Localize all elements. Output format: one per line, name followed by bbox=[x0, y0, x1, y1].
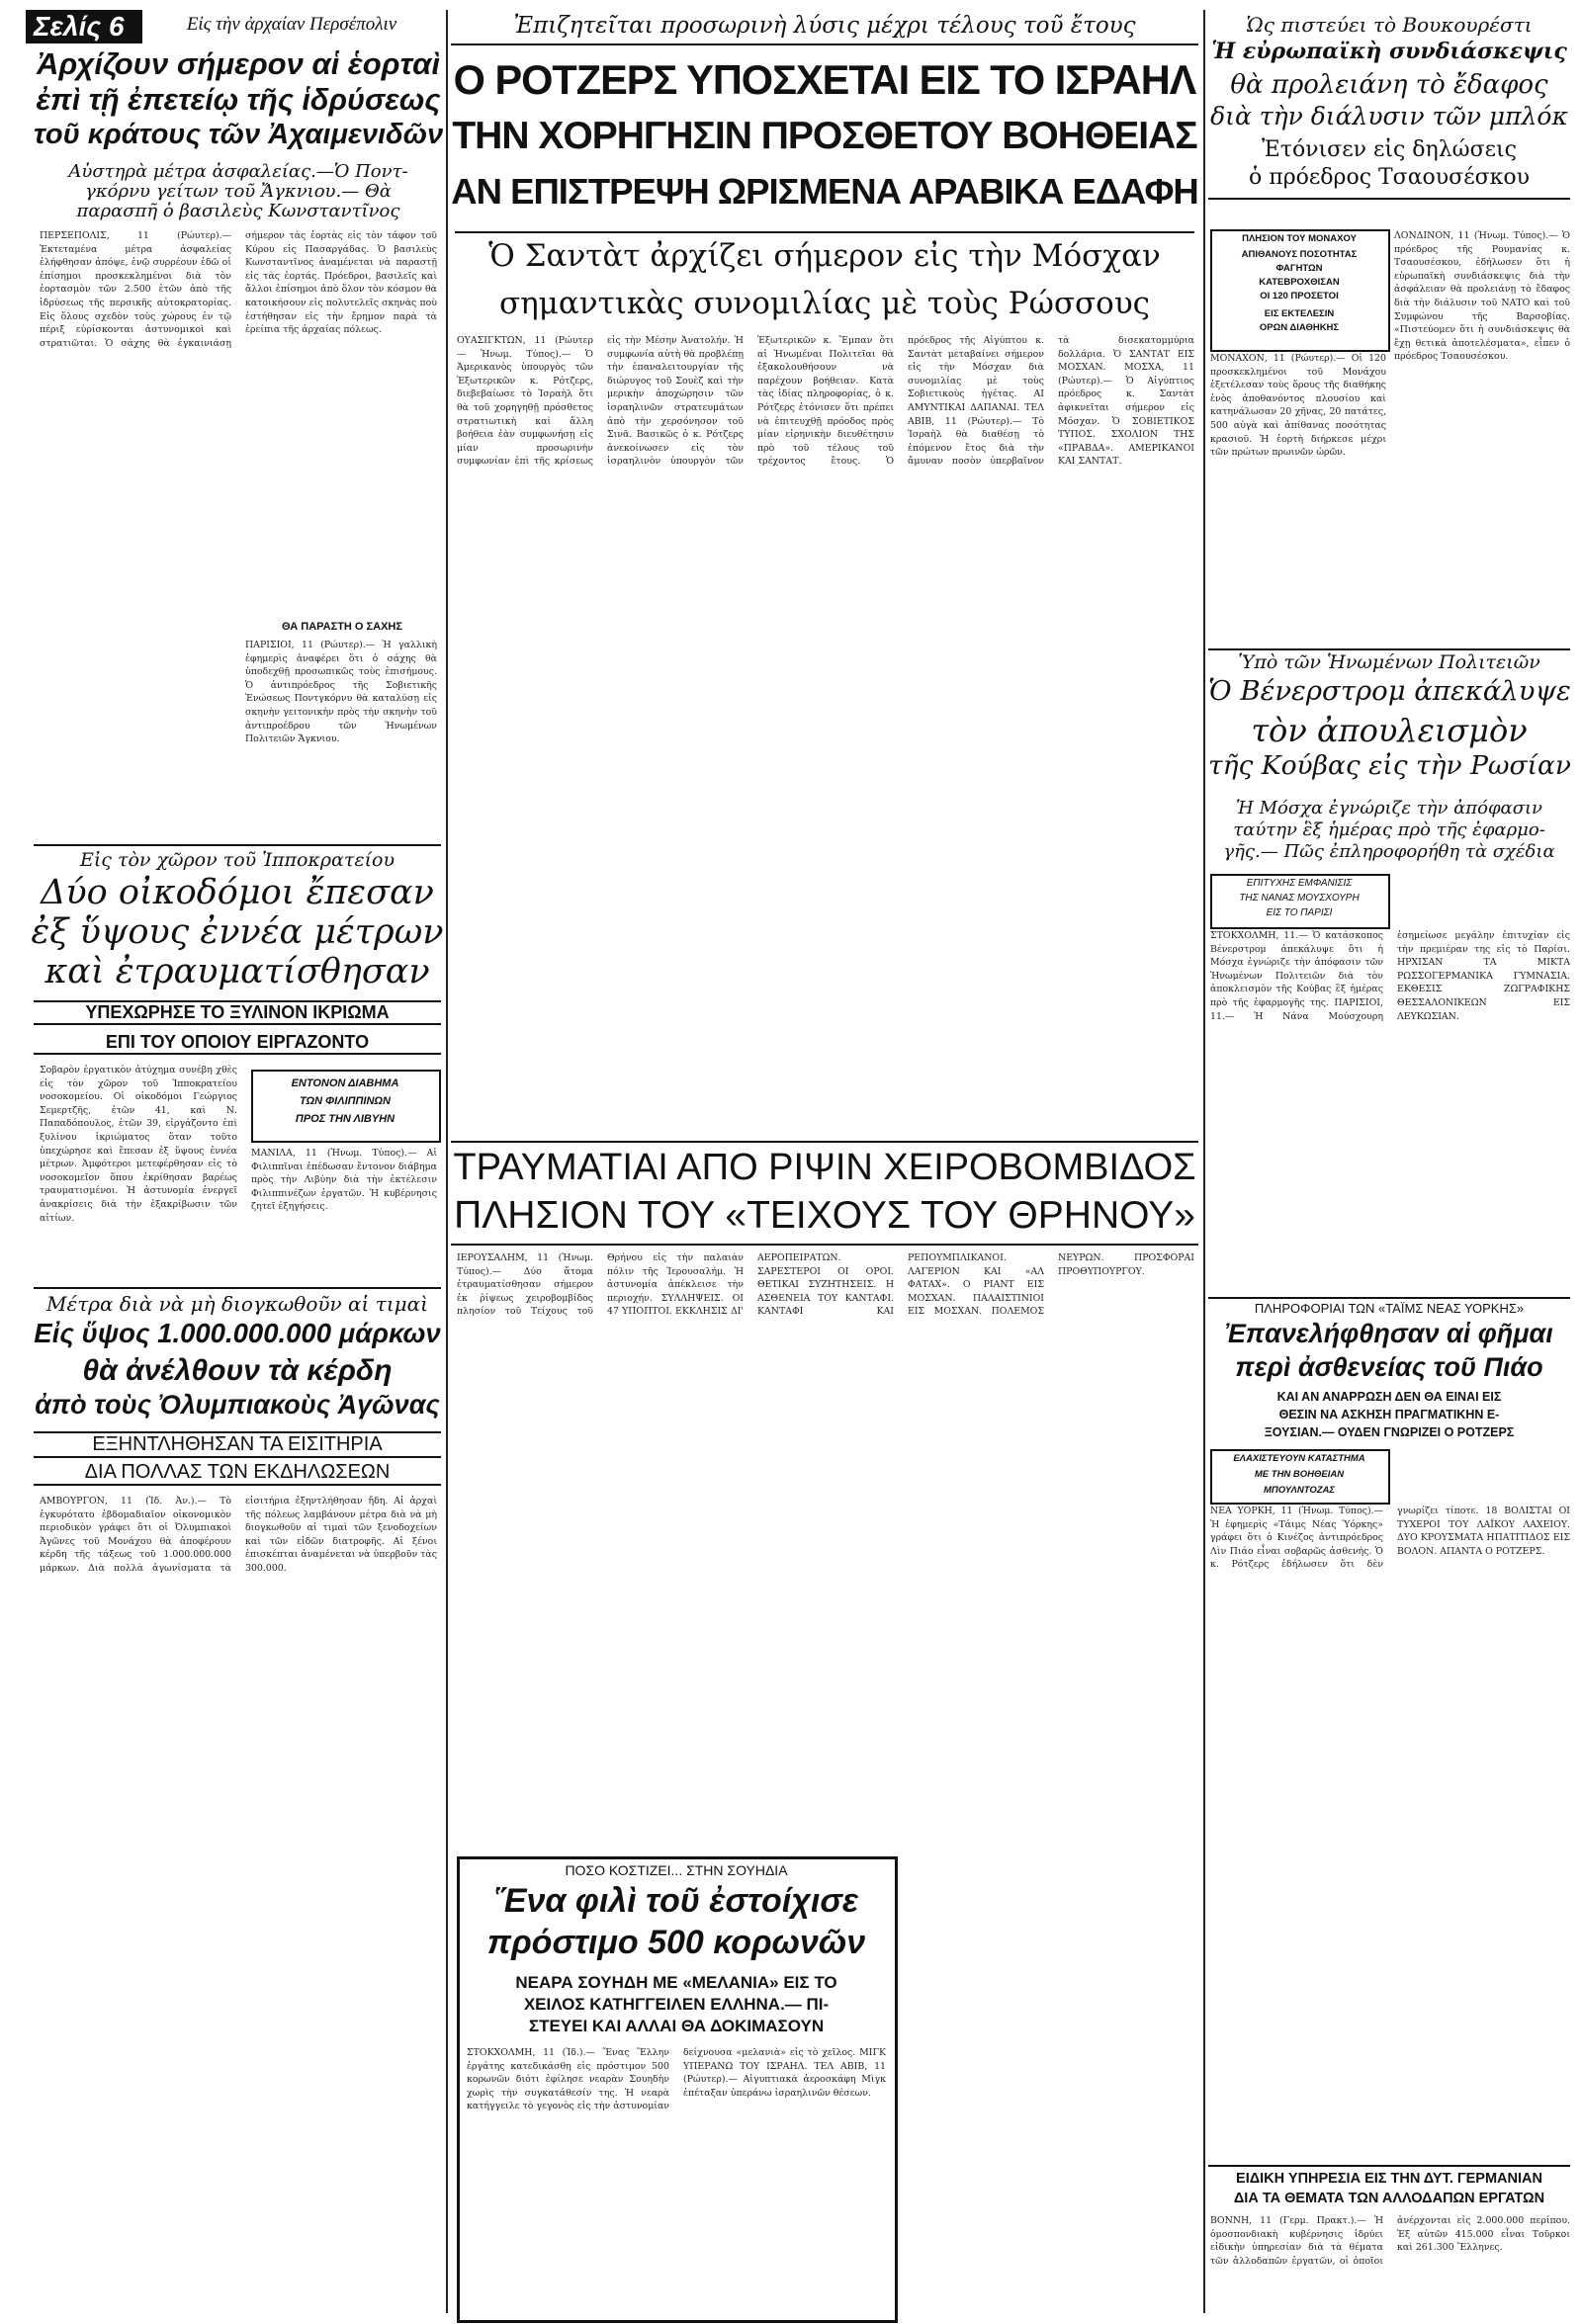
grenades-rule-top bbox=[451, 1141, 1198, 1143]
cuba-rule-top bbox=[1208, 648, 1570, 650]
main-rule bbox=[455, 231, 1194, 233]
right-top-body-left: ΜΟΝΑΧΟΝ, 11 (Ρώυτερ).— Οἱ 120 προσκεκλημένοι τοῦ Μονάχου ἐξετέλεσαν τοὺς ὅρους τῆς διαθήκης ἐνὸς ἀποθανόντος πλουσίου καὶ κατηνάλωσαν 20 χῆνας, 20 πατάτες, 500 αὐγὰ καὶ ἀπίθανας ποσότητας κρασιοῦ. Ἡ ἑορτὴ διήρκεσε μέχρι τῶν πρώτων πρωινῶν ὡρῶν. bbox=[1210, 353, 1386, 459]
main-deck-1: Ὁ Σαντὰτ ἀρχίζει σήμερον εἰς τὴν Μόσχαν bbox=[488, 238, 1161, 274]
sweden-deck-2: ΧΕΙΛΟΣ ΚΑΤΗΓΓΕΙΛΕΝ ΕΛΛΗΝΑ.— ΠΙ- bbox=[523, 1995, 830, 2014]
main-headline-3: ΑΝ ΕΠΙΣΤΡΕΨΗ ΩΡΙΣΜΕΝΑ ΑΡΑΒΙΚΑ ΕΔΑΦΗ bbox=[451, 171, 1198, 212]
left-mid-headline-3: καὶ ἐτραυματίσθησαν bbox=[44, 952, 430, 991]
page-label: Σελίς 6 bbox=[34, 11, 125, 42]
right-top-deck-2: ὁ πρόεδρος Τσαουσέσκου bbox=[1249, 165, 1530, 190]
main-body: ΟΥΑΣΙΓΚΤΩΝ, 11 (Ρώυτερ — Ἡνωμ. Τύπος).— Ὁ Ἀμερικανὸς ὑπουργὸς τῶν Ἐξωτερικῶν κ. Ρότζερς, διεβεβαίωσε τὸ Ἰσραὴλ ὅτι θὰ τοῦ χορηγηθῇ πρόσθετος στρατιωτικὴ καὶ ἄλλη βοήθεια ἐὰν συμφωνήσῃ εἰς μίαν προσωρινὴν συμφωνίαν ἐπὶ τῆς κρίσεως εἰς τὴν Μέσην Ἀνατολήν. Ἡ συμφωνία αὐτὴ θὰ προβλέπῃ τὴν ἐπαναλειτουργίαν τῆς διώρυγος τοῦ Σουὲζ καὶ τὴν μερικὴν ἀποχώρησιν τῶν ἰσραηλινῶν στρατευμάτων ἀπὸ τὴν χερσόνησον τοῦ Σινᾶ. Βασικῶς ὁ κ. Ρότζερς ἀνεκοίνωσεν εἰς τὸν ἰσραηλινὸν ὑπουργὸν τῶν Ἐξωτερικῶν κ. Ἔμπαν ὅτι αἱ Ἡνωμέναι Πολιτεῖαι θὰ ἐξακολουθήσουν νὰ παρέχουν βοήθειαν. Κατὰ τὰς ἰδίας πληροφορίας, ὁ κ. Ρότζερς ἐτόνισεν ὅτι πρέπει νὰ ἐπιτευχθῇ πρόοδος πρὸς μίαν εἰρηνικὴν διευθέτησιν πρὸ τοῦ τέλους τοῦ τρέχοντος ἔτους. Ὁ πρόεδρος τῆς Αἰγύπτου κ. Σαντὰτ μεταβαίνει σήμερον εἰς τὴν Μόσχαν διὰ συνομιλίας μὲ τοὺς Σοβιετικοὺς ἡγέτας. ΑΙ ΑΜΥΝΤΙΚΑΙ ΔΑΠΑΝΑΙ. ΤΕΛ ΑΒΙΒ, 11 (Ρώυτερ).— Τὸ Ἰσραὴλ θὰ διαθέσῃ τὸ ἐπόμενον ἔτος διὰ τὴν ἄμυναν ποσὸν ὑπερβαῖνον τὰ δισεκατομμύρια δολλάρια. Ὁ ΣΑΝΤΑΤ ΕΙΣ ΜΟΣΧΑΝ. ΜΟΣΧΑ, 11 (Ρώυτερ).— Ὁ Αἰγύπτιος πρόεδρος κ. Σαντὰτ ἀφικνεῖται σήμερον εἰς Μόσχαν. Ὁ ΣΟΒΙΕΤΙΚΟΣ ΤΥΠΟΣ. ΣΧΟΛΙΟΝ ΤΗΣ «ΠΡΑΒΔΑ». ΑΜΕΡΙΚΑΝΟΙ ΚΑΙ ΣΑΝΤΑΤ. bbox=[457, 335, 1194, 468]
sweden-deck-3: ΣΤΕΥΕΙ ΚΑΙ ΑΛΛΑΙ ΘΑ ΔΟΚΙΜΑΣΟΥΝ bbox=[528, 2017, 825, 2035]
left-mid-body: Σοβαρὸν ἐργατικὸν ἀτύχημα συνέβη χθὲς εἰς τὸν χῶρον τοῦ Ἱπποκρατείου νοσοκομείου. Οἱ οἰκοδόμοι Γεώργιος Σεμερτζῆς, ἐτῶν 41, καὶ Ν. Παπαδόπουλος, ἐτῶν 39, εἰργάζοντο ἐπὶ ξυλίνου ἰκριώματος ὅταν τοῦτο ὑπεχώρησε καὶ ἔπεσαν ἐξ ὕψους ἐννέα μέτρων. Ἀμφότεροι μετεφέρθησαν εἰς τὸ νοσοκομεῖον ὅπου ἐκρίθησαν βαρέως τραυματισμένοι. Ἡ ἀστυνομία ἐνεργεῖ ἀνακρίσεις διὰ τὴν ἐξακρίβωσιν τῶν αἰτίων. bbox=[40, 1065, 237, 1224]
olympics-body: ΑΜΒΟΥΡΓΟΝ, 11 (Ἰδ. Ἀν.).— Τὸ ἐγκυρότατο ἑβδομαδιαῖον οἰκονομικὸν περιοδικὸν γράφει ὅτι οἱ Ὀλυμπιακοὶ Ἀγῶνες τοῦ Μονάχου θὰ ἀποφέρουν κέρδη τῆς τάξεως τοῦ 1.000.000.000 μάρκων. Διὰ πολλὰ ἀγωνίσματα τὰ εἰσιτήρια ἐξηντλήθησαν ἤδη. Αἱ ἀρχαὶ τῆς πόλεως λαμβάνουν μέτρα διὰ νὰ μὴ διογκωθοῦν αἱ τιμαὶ τῶν ξενοδοχείων καὶ τῶν εἰδῶν διατροφῆς. Αἱ ξένοι ἐπισκέπται ἀναμένεται νὰ ὑπερβοῦν τὰς 300.000. bbox=[40, 1496, 437, 1574]
main-headline-2: ΤΗΝ ΧΟΡΗΓΗΣΙΝ ΠΡΟΣΘΕΤΟΥ ΒΟΗΘΕΙΑΣ bbox=[452, 115, 1197, 157]
left-mid-kicker: Εἰς τὸν χῶρον τοῦ Ἱπποκρατείου bbox=[79, 849, 396, 871]
column-rule-right bbox=[1203, 10, 1205, 2313]
right-top-headline-2: θὰ προλειάνη τὸ ἔδαφος bbox=[1230, 70, 1548, 100]
cuba-deck-3: γῆς.— Πῶς ἐπληροφορήθη τὰ σχέδια bbox=[1223, 841, 1555, 862]
mouskouri-line-3: ΕΙΣ ΤΟ ΠΑΡΙΣΙ bbox=[1266, 907, 1333, 918]
top-left-subhead-1: Αὐστηρὰ μέτρα ἀσφαλείας.—Ὁ Ποντ- bbox=[68, 161, 408, 182]
right-top-rule bbox=[1208, 198, 1570, 200]
germany-rule bbox=[1208, 2165, 1570, 2167]
right-top-body-right: ΛΟΝΔΙΝΟΝ, 11 (Ἡνωμ. Τύπος).— Ὁ πρόεδρος τῆς Ρουμανίας κ. Τσαουσέσκου, ἐδήλωσεν ὅτι ἡ εὐρωπαϊκὴ συνδιάσκεψις διὰ τὴν ἀσφάλειαν θὰ προλειάνῃ τὸ ἔδαφος διὰ τὴν διάλυσιν τοῦ ΝΑΤΟ καὶ τοῦ Συμφώνου τῆς Βαρσοβίας. «Πιστεύομεν ὅτι ἡ συνδιάσκεψις θὰ ἔχῃ θετικὰ ἀποτελέσματα», εἶπεν ὁ πρόεδρος Τσαουσέσκου. bbox=[1394, 230, 1570, 363]
cuba-body: ΣΤΟΚΧΟΛΜΗ, 11.— Ὁ κατάσκοπος Βένερστρομ ἀπεκάλυψε ὅτι ἡ Μόσχα ἐγνώριζε τὴν ἀπόφασιν τῶν Ἡνωμένων Πολιτειῶν διὰ τὸν ἀποκλεισμὸν τῆς Κούβας ἓξ ἡμέρας πρὸ τῆς ἐφαρμογῆς της. ΠΑΡΙΣΙΟΙ, 11.— Ἡ Νάνα Μούσχουρη ἐσημείωσε μεγάλην ἐπιτυχίαν εἰς τὴν πρεμιέραν της εἰς τὸ Παρίσι. ΗΡΧΙΣΑΝ ΤΑ ΜΙΚΤΑ ΡΩΣΣΟΓΕΡΜΑΝΙΚΑ ΓΥΜΝΑΣΙΑ. ΕΚΘΕΣΙΣ ΖΩΓΡΑΦΙΚΗΣ ΘΕΣΣΑΛΟΝΙΚΕΩΝ ΕΙΣ ΛΕΥΚΩΣΙΑΝ. bbox=[1210, 930, 1570, 1022]
grenades-rule-bottom bbox=[451, 1244, 1198, 1246]
philippines-line-1: ΕΝΤΟΝΟΝ ΔΙΑΒΗΜΑ bbox=[291, 1077, 399, 1089]
grenades-body-tail bbox=[902, 1858, 1194, 2313]
top-left-headline-3: τοῦ κράτους τῶν Ἀχαιμενιδῶν bbox=[34, 119, 444, 150]
olympics-headline-1: Εἰς ὕψος 1.000.000.000 μάρκων bbox=[34, 1318, 441, 1348]
monaco-line-2: ΑΠΙΘΑΝΟΥΣ ΠΟΣΟΤΗΤΑΣ bbox=[1241, 249, 1358, 260]
mouskouri-line-2: ΤΗΣ ΝΑΝΑΣ ΜΟΥΣΧΟΥΡΗ bbox=[1239, 893, 1360, 904]
left-mid-sub-2: ΕΠΙ ΤΟΥ ΟΠΟΙΟΥ ΕΙΡΓΑΖΟΝΤΟ bbox=[34, 1032, 441, 1055]
top-left-subhead-3: παρασπῆ ὁ βασιλεὺς Κωνσταντῖνος bbox=[76, 201, 400, 221]
olympics-headline-3: ἀπὸ τοὺς Ὀλυμπιακοὺς Ἀγῶνας bbox=[35, 1390, 440, 1420]
monaco-line-4: ΚΑΤΕΒΡΟΧΘΙΣΑΝ bbox=[1259, 277, 1340, 288]
olympics-headline-2: θὰ ἀνέλθουν τὰ κέρδη bbox=[82, 1354, 393, 1387]
philippines-body: ΜΑΝΙΛΑ, 11 (Ἡνωμ. Τύπος).— Αἱ Φιλιππῖναι ἐπέδωσαν ἔντονον διάβημα πρὸς τὴν Λιβύην διὰ τὴν ἐκτέλεσιν Φιλιππινέζων ἐργατῶν. Ἡ κυβέρνησις ζητεῖ ἐξηγήσεις. bbox=[251, 1148, 437, 1213]
cuba-headline-3: τῆς Κούβας εἰς τὴν Ρωσίαν bbox=[1208, 750, 1572, 781]
top-left-kicker: Εἰς τὴν ἀρχαίαν Περσέπολιν bbox=[186, 14, 397, 35]
cuba-headline-2: τὸν ἀπουλεισμὸν bbox=[1251, 712, 1528, 749]
cuba-kicker: Ὑπὸ τῶν Ἡνωμένων Πολιτειῶν bbox=[1238, 651, 1540, 673]
pius-headline-2: περὶ ἀσθενείας τοῦ Πιάο bbox=[1235, 1352, 1543, 1382]
germany-body: ΒΟΝΝΗ, 11 (Γερμ. Πρακτ.).— Ἡ ὁμοσπονδιακὴ κυβέρνησις ἱδρύει εἰδικὴν ὑπηρεσίαν διὰ τὰ θέματα τῶν ἀλλοδαπῶν ἐργατῶν, οἱ ὁποῖοι ἀνέρχονται εἰς 2.000.000 περίπου. Ἐξ αὐτῶν 415.000 εἶναι Τοῦρκοι καὶ 261.300 Ἕλληνες. bbox=[1210, 2215, 1570, 2267]
sweden-headline-2: πρόστιμο 500 κορωνῶν bbox=[486, 1924, 866, 1961]
grenades-headline-1: ΤΡΑΥΜΑΤΙΑΙ ΑΠΟ ΡΙΨΙΝ ΧΕΙΡΟΒΟΜΒΙΔΟΣ bbox=[453, 1147, 1196, 1188]
bulldozer-line-3: ΜΠΟΥΛΝΤΟΖΑΣ bbox=[1263, 1485, 1336, 1496]
sweden-kicker: ΠΟΣΟ ΚΟΣΤΙΖΕΙ... ΣΤΗΝ ΣΟΥΗΔΙΑ bbox=[565, 1862, 788, 1878]
left-mid-headline-2: ἐξ ὕψους ἐννέα μέτρων bbox=[31, 912, 444, 952]
left-rule-2 bbox=[34, 1287, 441, 1289]
right-top-headline-3: διὰ τὴν διάλυσιν τῶν μπλόκ bbox=[1210, 102, 1568, 130]
mouskouri-line-1: ΕΠΙΤΥΧΗΣ ΕΜΦΑΝΙΣΙΣ bbox=[1246, 878, 1353, 889]
left-mid-sub-1: ΥΠΕΧΩΡΗΣΕ ΤΟ ΞΥΛΙΝΟΝ ΙΚΡΙΩΜΑ bbox=[34, 1000, 441, 1025]
philippines-line-3: ΠΡΟΣ ΤΗΝ ΛΙΒΥΗΝ bbox=[295, 1113, 396, 1125]
left-mid-headline-1: Δύο οἰκοδόμοι ἔπεσαν bbox=[41, 873, 434, 912]
grenades-body: ΙΕΡΟΥΣΑΛΗΜ, 11 (Ἡνωμ. Τύπος).— Δύο ἄτομα ἐτραυματίσθησαν σήμερον ἐκ ῥίψεως χειροβομβίδος πλησίον τοῦ Τείχους τοῦ Θρήνου εἰς τὴν παλαιὰν πόλιν τῆς Ἱερουσαλήμ. Ἡ ἀστυνομία ἀπέκλεισε τὴν περιοχήν. ΣΥΛΛΗΨΕΙΣ. ΟΙ 47 ΥΠΟΠΤΟΙ. ΕΚΚΛΗΣΙΣ ΔΙ' ΑΕΡΟΠΕΙΡΑΤΩΝ. ΣΑΡΕΣΤΕΡΟΙ ΟΙ ΟΡΟΙ. ΘΕΤΙΚΑΙ ΣΥΖΗΤΗΣΕΙΣ. Η ΑΣΘΕΝΕΙΑ ΤΟΥ ΚΑΝΤΑΦΙ. ΚΑΝΤΑΦΙ ΚΑΙ ΡΕΠΟΥΜΠΛΙΚΑΝΟΙ. ΛΑΓΕΡΙΟΝ ΚΑΙ «ΑΛ ΦΑΤΑΧ». Ο ΡΙΑΝΤ ΕΙΣ ΜΟΣΧΑΝ. ΠΑΛΑΙΣΤΙΝΙΟΙ ΕΙΣ ΜΟΣΧΑΝ. ΠΟΛΕΜΟΣ ΝΕΥΡΩΝ. ΠΡΟΣΦΟΡΑΙ ΠΡΟΘΥΠΟΥΡΓΟΥ. bbox=[457, 1252, 1194, 1318]
sweden-deck-1: ΝΕΑΡΑ ΣΟΥΗΔΗ ΜΕ «ΜΕΛΑΝΙΑ» ΕΙΣ ΤΟ bbox=[515, 1973, 837, 1992]
main-headline-1: Ο ΡΟΤΖΕΡΣ ΥΠΟΣΧΕΤΑΙ ΕΙΣ ΤΟ ΙΣΡΑΗΛ bbox=[453, 56, 1196, 103]
philippines-line-2: ΤΩΝ ΦΙΛΙΠΠΙΝΩΝ bbox=[300, 1095, 391, 1107]
bulldozer-line-2: ΜΕ ΤΗΝ ΒΟΗΘΕΙΑΝ bbox=[1254, 1469, 1345, 1480]
pius-deck-3: ΞΟΥΣΙΑΝ.— ΟΥΔΕΝ ΓΝΩΡΙΖΕΙ Ο ΡΟΤΖΕΡΣ bbox=[1264, 1425, 1515, 1439]
olympics-sub-2: ΔΙΑ ΠΟΛΛΑΣ ΤΩΝ ΕΚΔΗΛΩΣΕΩΝ bbox=[34, 1461, 441, 1486]
main-kicker: Ἐπιζητεῖται προσωρινὴ λύσις μέχρι τέλους τοῦ ἔτους bbox=[451, 14, 1198, 45]
grenades-headline-2: ΠΛΗΣΙΟΝ ΤΟΥ «ΤΕΙΧΟΥΣ ΤΟΥ ΘΡΗΝΟΥ» bbox=[454, 1194, 1195, 1237]
pius-deck-1: ΚΑΙ ΑΝ ΑΝΑΡΡΩΣΗ ΔΕΝ ΘΑ ΕΙΝΑΙ ΕΙΣ bbox=[1276, 1390, 1502, 1404]
main-deck-2: σημαντικὰς συνομιλίας μὲ τοὺς Ρώσσους bbox=[498, 286, 1151, 321]
olympics-sub-1: ΕΞΗΝΤΛΗΘΗΣΑΝ ΤΑ ΕΙΣΙΤΗΡΙΑ bbox=[34, 1431, 441, 1458]
sub-left-body: ΠΑΡΙΣΙΟΙ, 11 (Ρώυτερ).— Ἡ γαλλικὴ ἐφημερὶς ἀναφέρει ὅτι ὁ σάχης θὰ ὑποδεχθῇ προσωπικῶς τοὺς ἐπισήμους. Ὁ ἀντιπρόεδρος τῆς Σοβιετικῆς Ἑνώσεως Ποντγκόρνυ θὰ καταλύσῃ εἰς σκηνὴν γειτονικὴν πρὸς τὴν σκηνὴν τοῦ ἀντιπροέδρου τῶν Ἡνωμένων Πολιτειῶν Ἄγκνιου. bbox=[245, 640, 437, 745]
top-left-body: ΠΕΡΣΕΠΟΛΙΣ, 11 (Ρώυτερ).— Ἐκτεταμένα μέτρα ἀσφαλείας ἐλήφθησαν ἀπόψε, ἐνῷ συρρέουν ἐδῶ οἱ ἐπίσημοι προσκεκλημένοι διὰ τὸν ἑορτασμὸν τῶν 2.500 ἐτῶν ἀπὸ τῆς ἱδρύσεως τῆς περσικῆς αὐτοκρατορίας. Εἰς ὅλους σχεδὸν τοὺς χώρους ἐν τῷ πέριξ εὑρίσκονται ἀστυνομικοὶ καὶ στρατιῶται. Ὁ σάχης θὰ ἐγκαινιάσῃ σήμερον τὰς ἑορτὰς εἰς τὸν τάφον τοῦ Κύρου εἰς Πασαργάδας. Ὁ βασιλεὺς Κωνσταντῖνος ἀναμένεται νὰ παραστῇ εἰς τὰς ἑορτάς. Πρόεδροι, βασιλεῖς καὶ ἄλλοι ἐπίσημοι ἀπὸ ὅλον τὸν κόσμον θὰ κατοικήσουν εἰς πολυτελεῖς σκηνὰς ποὺ ἐστήθησαν εἰς τὴν ἔρημον παρὰ τὰ ἐρείπια τῆς ἀρχαίας πόλεως. bbox=[40, 230, 437, 349]
olympics-kicker: Μέτρα διὰ νὰ μὴ διογκωθοῦν αἱ τιμαὶ bbox=[45, 1292, 428, 1316]
cuba-deck-1: Ἡ Μόσχα ἐγνώριζε τὴν ἀπόφασιν bbox=[1235, 798, 1542, 818]
top-left-headline-2: ἐπὶ τῇ ἐπετείῳ τῆς ἱδρύσεως bbox=[36, 83, 441, 117]
pius-kicker: ΠΛΗΡΟΦΟΡΙΑΙ ΤΩΝ «ΤΑΪΜΣ ΝΕΑΣ ΥΟΡΚΗΣ» bbox=[1208, 1297, 1570, 1316]
right-top-headline-1: Ἡ εὐρωπαϊκὴ συνδιάσκεψις bbox=[1211, 39, 1567, 64]
pius-headline-1: Ἐπανελήφθησαν αἱ φῆμαι bbox=[1225, 1319, 1553, 1348]
top-left-headline-1: Ἀρχίζουν σήμερον αἱ ἑορταὶ bbox=[37, 46, 440, 81]
pius-body: ΝΕΑ ΥΟΡΚΗ, 11 (Ἡνωμ. Τύπος).— Ἡ ἐφημερὶς «Τάιμς Νέας Ὑόρκης» γράφει ὅτι ὁ Κινέζος ἀντιπρόεδρος Λὶν Πιάο εἶναι σοβαρῶς ἀσθενής. Ὁ κ. Ρότζερς ἐδήλωσεν ὅτι δὲν γνωρίζει τίποτε. 18 ΒΟΛΙΣΤΑΙ ΟΙ ΤΥΧΕΡΟΙ ΤΟΥ ΛΑΪΚΟΥ ΛΑΧΕΙΟΥ. ΔΥΟ ΚΡΟΥΣΜΑΤΑ ΗΠΑΤΙΤΙΔΟΣ ΕΙΣ ΒΟΛΟΝ. ΑΠΑΝΤΑ Ο ΡΟΤΖΕΡΣ. bbox=[1210, 1506, 1570, 1571]
sweden-body: ΣΤΟΚΧΟΛΜΗ, 11 (Ἰδ.).— Ἕνας Ἕλλην ἐργάτης κατεδικάσθη εἰς πρόστιμον 500 κορωνῶν διότι ἐφίλησε νεαρὰν Σουηδὴν χωρὶς τὴν συγκατάθεσίν της. Ἡ νεαρὰ κατήγγειλε τὸ γεγονὸς εἰς τὴν ἀστυνομίαν δείχνουσα «μελανιὰ» εἰς τὸ χεῖλος. ΜΙΓΚ ΥΠΕΡΑΝΩ ΤΟΥ ΙΣΡΑΗΛ. ΤΕΛ ΑΒΙΒ, 11 (Ρώυτερ).— Αἰγυπτιακὰ ἀεροσκάφη Μὶγκ ἐπέταξαν ὑπεράνω ἰσραηλινῶν θέσεων. bbox=[467, 2047, 886, 2112]
right-top-deck-1: Ἐτόνισεν εἰς δηλώσεις bbox=[1262, 137, 1517, 162]
germany-headline-1: ΕΙΔΙΚΗ ΥΠΗΡΕΣΙΑ ΕΙΣ ΤΗΝ ΔΥΤ. ΓΕΡΜΑΝΙΑΝ bbox=[1236, 2171, 1542, 2187]
bulldozer-line-1: ΕΛΑΧΙΣΤΕΥΟΥΝ ΚΑΤΑΣΤΗΜΑ bbox=[1233, 1453, 1365, 1464]
monaco-line-5: ΟΙ 120 ΠΡΟΣΕΤΟΙ bbox=[1260, 291, 1339, 301]
monaco-line-6: ΕΙΣ ΕΚΤΕΛΕΣΙΝ bbox=[1264, 308, 1335, 319]
cuba-deck-2: ταύτην ἓξ ἡμέρας πρὸ τῆς ἐφαρμο- bbox=[1233, 819, 1545, 840]
monaco-line-7: ΟΡΩΝ ΔΙΑΘΗΚΗΣ bbox=[1259, 322, 1340, 333]
left-rule-1 bbox=[34, 844, 441, 846]
cuba-headline-1: Ὁ Βένερστρομ ἀπεκάλυψε bbox=[1208, 675, 1571, 707]
monaco-line-3: ΦΑΓΗΤΩΝ bbox=[1275, 263, 1323, 274]
column-rule-left bbox=[446, 10, 448, 2313]
top-left-subhead-2: γκόρνυ γείτων τοῦ Ἄγκνιου.— Θὰ bbox=[85, 181, 392, 202]
right-top-kicker: Ὡς πιστεύει τὸ Βουκουρέστι bbox=[1246, 13, 1533, 37]
germany-headline-2: ΔΙΑ ΤΑ ΘΕΜΑΤΑ ΤΩΝ ΑΛΛΟΔΑΠΩΝ ΕΡΓΑΤΩΝ bbox=[1233, 2191, 1545, 2206]
sweden-headline-1: Ἕνα φιλὶ τοῦ ἐστοίχισε bbox=[493, 1882, 859, 1920]
monaco-line-1: ΠΛΗΣΙΟΝ ΤΟΥ ΜΟΝΑΧΟΥ bbox=[1242, 233, 1357, 244]
pius-deck-2: ΘΕΣΙΝ ΝΑ ΑΣΚΗΣΗ ΠΡΑΓΜΑΤΙΚΗΝ Ε- bbox=[1278, 1408, 1500, 1421]
sub-left-title: ΘΑ ΠΑΡΑΣΤΗ Ο ΣΑΧΗΣ bbox=[282, 621, 402, 633]
